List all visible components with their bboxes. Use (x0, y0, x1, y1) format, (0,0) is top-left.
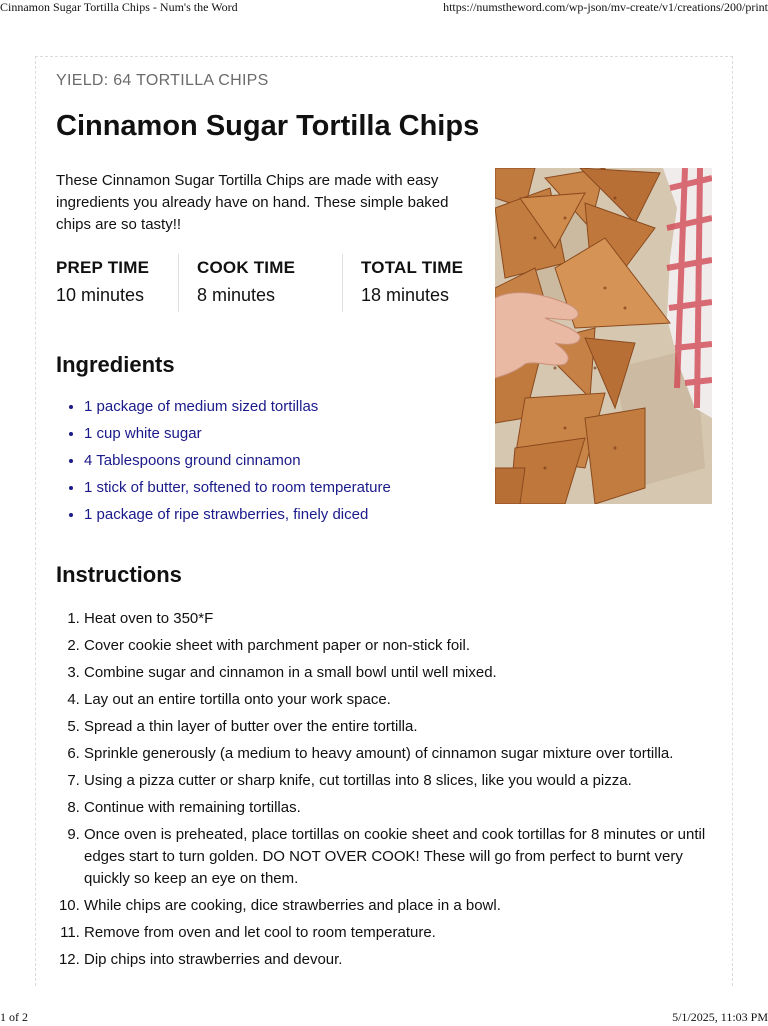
recipe-summary: These Cinnamon Sugar Tortilla Chips are made with easy ingredients you already have on hand. These simple baked chips are so tasty!! (56, 172, 449, 233)
recipe-photo (495, 168, 712, 504)
total-time-label: TOTAL TIME (361, 258, 464, 277)
prep-time (56, 254, 178, 312)
ingredient-item[interactable]: • 1 package of ripe strawberries, finely diced (84, 506, 504, 524)
cook-time-label: COOK TIME (197, 258, 296, 277)
instruction-step: 11. Remove from oven and let cool to room temperature. (84, 922, 724, 944)
instruction-step: 1. Heat oven to 350*F (84, 608, 724, 630)
ingredients-heading: Ingredients (56, 352, 175, 377)
ingredient-item[interactable]: • 1 cup white sugar (84, 425, 504, 443)
ingredient-item[interactable]: • 1 stick of butter, softened to room temperature (84, 479, 504, 497)
total-time-value: 18 minutes (361, 285, 450, 305)
total-time (342, 254, 463, 312)
recipe-times (56, 254, 463, 312)
instruction-step: 3. Combine sugar and cinnamon in a small bowl until well mixed. (84, 662, 724, 684)
instruction-step: 8. Continue with remaining tortillas. (84, 797, 724, 819)
instruction-step: 12. Dip chips into strawberries and devour. (84, 949, 724, 971)
instructions-heading: Instructions (56, 562, 182, 587)
recipe-yield: YIELD: 64 TORTILLA CHIPS (56, 72, 269, 89)
recipe-title: Cinnamon Sugar Tortilla Chips (56, 110, 480, 142)
cook-time-value: 8 minutes (197, 285, 276, 305)
instruction-step: 6. Sprinkle generously (a medium to heavy amount) of cinnamon sugar mixture over tortilla. (84, 743, 724, 765)
instructions-list (56, 608, 724, 976)
instruction-step: 2. Cover cookie sheet with parchment paper or non-stick foil. (84, 635, 724, 657)
print-datetime: 5/1/2025, 11:03 PM (672, 1010, 768, 1024)
instruction-step: 10. While chips are cooking, dice strawberries and place in a bowl. (84, 895, 724, 917)
prep-time-label: PREP TIME (56, 258, 150, 277)
ingredient-item[interactable]: • 1 package of medium sized tortillas (84, 398, 504, 416)
instruction-step: 9. Once oven is preheated, place tortillas on cookie sheet and cook tortillas for 8 minutes or until edges start to turn golden. DO NOT OVER COOK! These will go from perfect to burnt very quickly so keep an eye on them. (84, 824, 724, 890)
print-page-title: Cinnamon Sugar Tortilla Chips - Num's the Word (0, 0, 238, 14)
page-count: 1 of 2 (0, 1010, 28, 1024)
instruction-step: 7. Using a pizza cutter or sharp knife, cut tortillas into 8 slices, like you would a pizza. (84, 770, 724, 792)
prep-time-value: 10 minutes (56, 285, 145, 305)
ingredients-list (56, 398, 504, 533)
instruction-step: 4. Lay out an entire tortilla onto your work space. (84, 689, 724, 711)
instruction-step: 5. Spread a thin layer of butter over the entire tortilla. (84, 716, 724, 738)
ingredient-item[interactable]: • 4 Tablespoons ground cinnamon (84, 452, 504, 470)
print-url: https://numstheword.com/wp-json/mv-create/v1/creations/200/print (443, 0, 768, 14)
cook-time (178, 254, 342, 312)
print-header (0, 0, 768, 16)
